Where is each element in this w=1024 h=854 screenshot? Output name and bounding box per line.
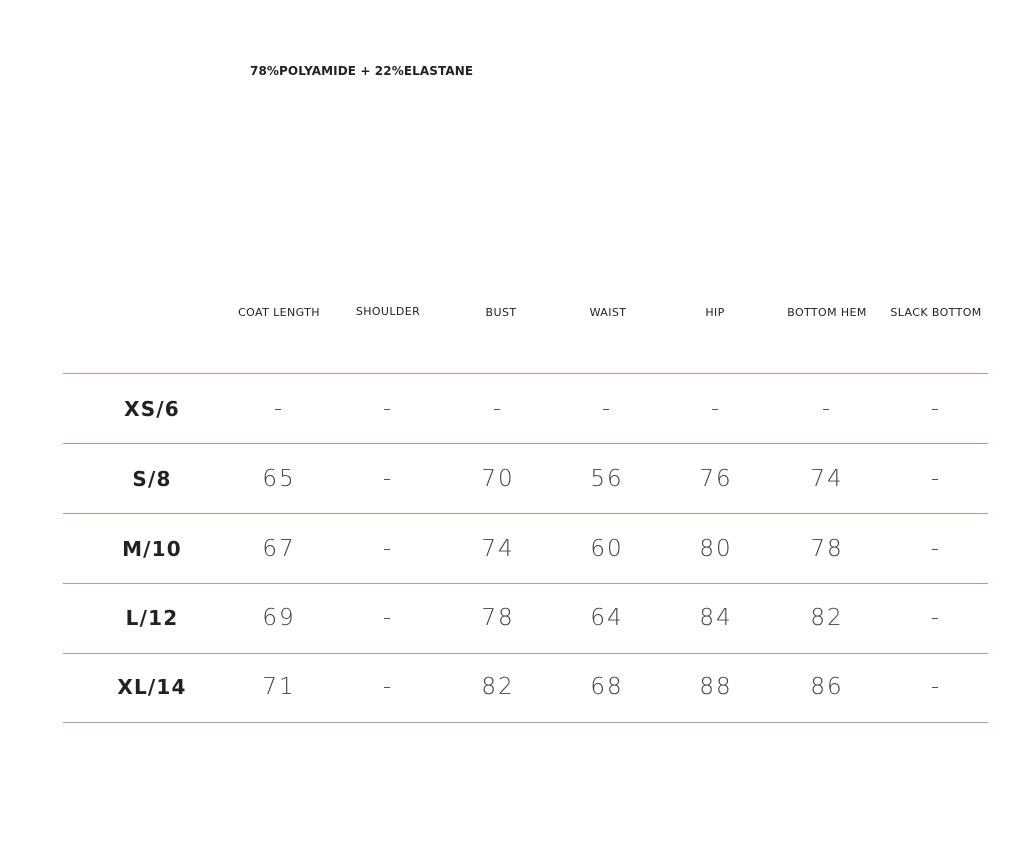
header-slack-bottom: SLACK BOTTOM xyxy=(890,306,982,319)
table-row xyxy=(0,514,1024,583)
cell-shoulder: - xyxy=(382,673,394,700)
cell-bust: 70 xyxy=(481,465,515,492)
table-row xyxy=(0,652,1024,721)
cell-hip: 76 xyxy=(699,465,733,492)
cell-slack-bottom: - xyxy=(930,395,942,422)
cell-hip: 88 xyxy=(699,673,733,700)
cell-shoulder: - xyxy=(382,465,394,492)
cell-bust: 82 xyxy=(481,673,515,700)
cell-slack-bottom: - xyxy=(930,465,942,492)
header-shoulder: SHOULDER xyxy=(355,305,421,318)
cell-shoulder: - xyxy=(382,535,394,562)
cell-waist: 56 xyxy=(590,465,624,492)
cell-coat-length: 65 xyxy=(262,465,296,492)
header-hip: HIP xyxy=(705,306,725,319)
cell-bottom-hem: 82 xyxy=(810,604,844,631)
header-bottom-hem: BOTTOM HEM xyxy=(787,306,867,319)
cell-coat-length: 67 xyxy=(262,535,296,562)
table-row xyxy=(0,374,1024,443)
cell-bust: 78 xyxy=(481,604,515,631)
cell-coat-length: 71 xyxy=(262,673,296,700)
table-row xyxy=(0,583,1024,652)
size-label: S/8 xyxy=(132,466,172,491)
cell-waist: 60 xyxy=(590,535,624,562)
size-label: XL/14 xyxy=(117,674,187,699)
header-coat-length: COAT LENGTH xyxy=(238,306,320,319)
cell-slack-bottom: - xyxy=(930,673,942,700)
cell-bottom-hem: 86 xyxy=(810,673,844,700)
size-label: XS/6 xyxy=(124,396,180,421)
cell-waist: 68 xyxy=(590,673,624,700)
cell-bust: - xyxy=(492,395,504,422)
cell-waist: - xyxy=(601,395,613,422)
cell-bust: 74 xyxy=(481,535,515,562)
header-waist: WAIST xyxy=(589,306,627,319)
size-label: L/12 xyxy=(125,605,179,630)
cell-hip: - xyxy=(710,395,722,422)
cell-hip: 84 xyxy=(699,604,733,631)
cell-waist: 64 xyxy=(590,604,624,631)
cell-shoulder: - xyxy=(382,604,394,631)
cell-hip: 80 xyxy=(699,535,733,562)
header-bust: BUST xyxy=(485,306,517,319)
cell-coat-length: - xyxy=(273,395,285,422)
size-label: M/10 xyxy=(122,536,182,561)
fabric-composition: 78%POLYAMIDE + 22%ELASTANE xyxy=(250,64,474,78)
cell-coat-length: 69 xyxy=(262,604,296,631)
cell-slack-bottom: - xyxy=(930,604,942,631)
table-divider xyxy=(63,722,988,723)
cell-shoulder: - xyxy=(382,395,394,422)
cell-slack-bottom: - xyxy=(930,535,942,562)
cell-bottom-hem: 78 xyxy=(810,535,844,562)
table-row xyxy=(0,444,1024,513)
cell-bottom-hem: 74 xyxy=(810,465,844,492)
cell-bottom-hem: - xyxy=(821,395,833,422)
